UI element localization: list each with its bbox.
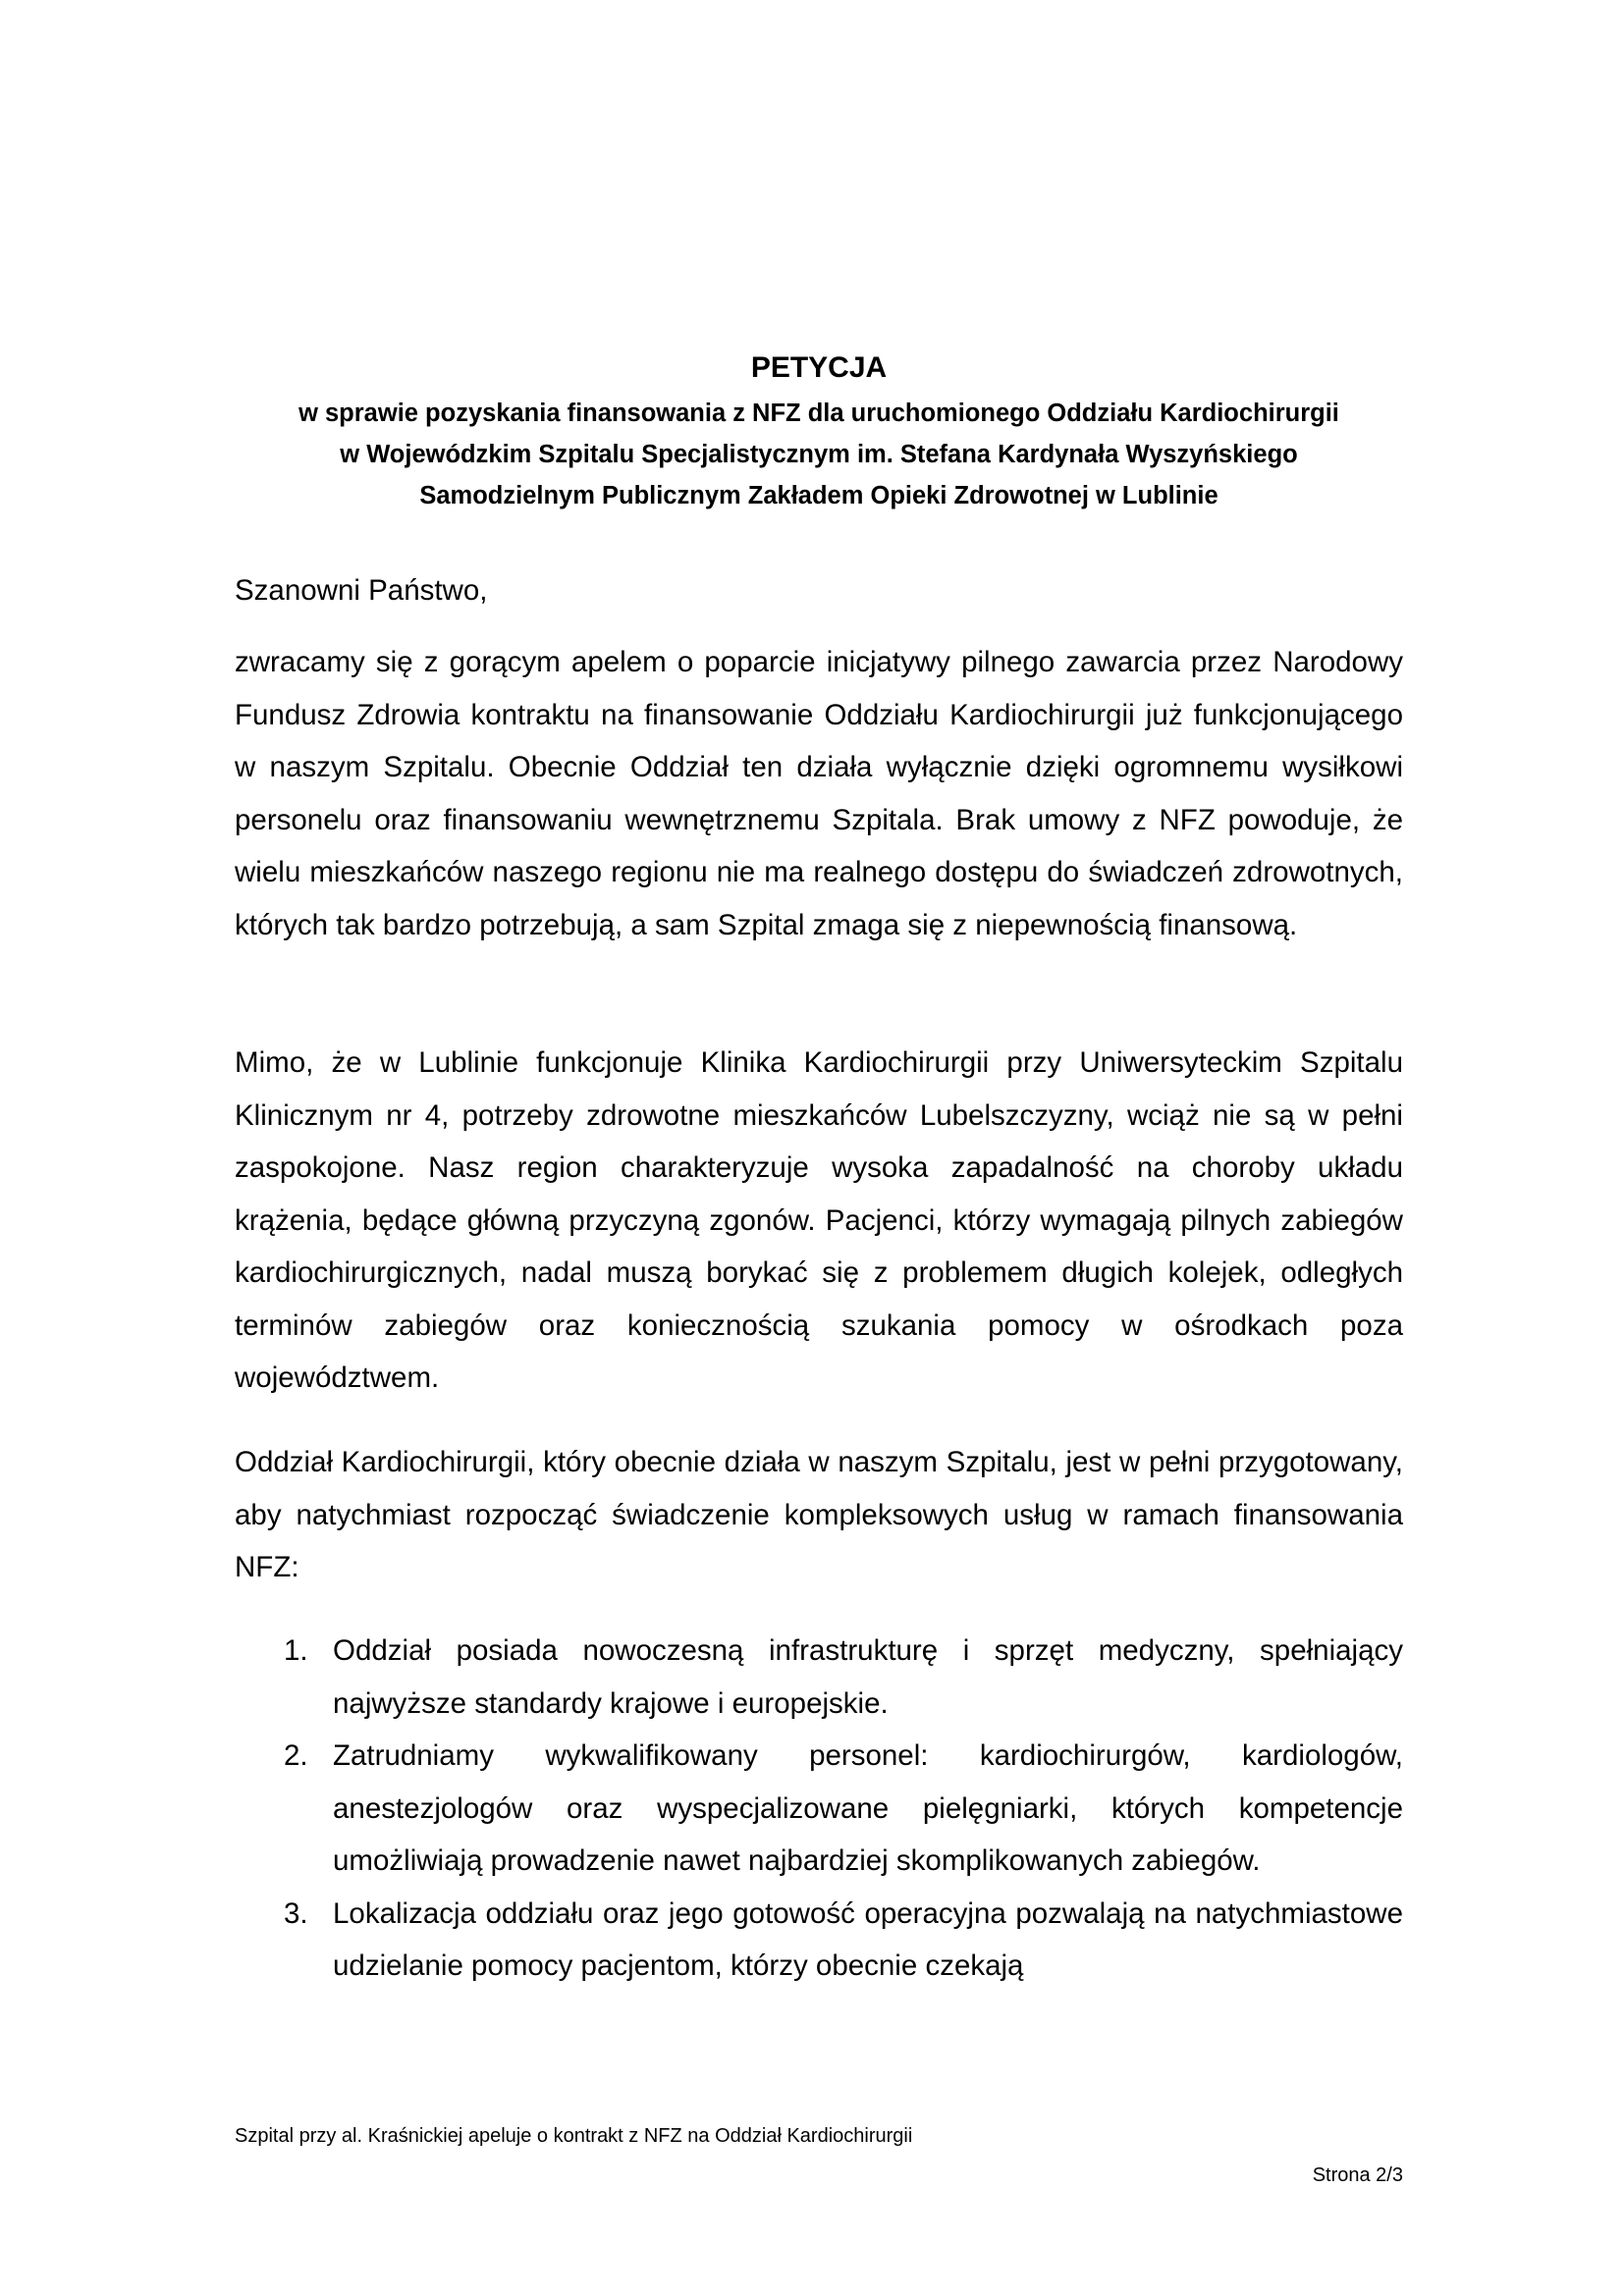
list-item-number: 1. <box>284 1634 308 1667</box>
petition-heading <box>235 348 1403 516</box>
petition-subtitle-line-3: Samodzielnym Publicznym Zakładem Opieki Zdrowotnej w Lublinie <box>419 482 1218 509</box>
list-item-text: Oddział posiada nowoczesną infrastrukturę i sprzęt medyczny, spełniający najwyższe standardy krajowe i europejskie. <box>333 1634 1403 1720</box>
footer-caption: Szpital przy al. Kraśnickiej apeluje o kontrakt z NFZ na Oddział Kardiochirurgii <box>235 2125 913 2147</box>
petition-title: PETYCJA <box>750 351 888 384</box>
list-item <box>235 1730 1403 1888</box>
list-item-text: Zatrudniamy wykwalifikowany personel: kardiochirurgów, kardiologów, anestezjologów oraz wyspecjalizowane pielęgniarki, których kompetencje umożliwiają prowadzenie nawet najbardziej skomplikowanych zabiegów. <box>333 1739 1403 1877</box>
page-number: Strona 2/3 <box>1312 2164 1403 2186</box>
numbered-list <box>235 1625 1403 1993</box>
list-item-number: 2. <box>284 1739 308 1772</box>
salutation: Szanowni Państwo, <box>235 574 488 607</box>
list-item-text: Lokalizacja oddziału oraz jego gotowość operacyjna pozwalają na natychmiastowe udzielanie pomocy pacjentom, którzy obecnie czekają <box>333 1896 1403 1982</box>
paragraph-2: Mimo, że w Lublinie funkcjonuje Klinika Kardiochirurgii przy Uniwersyteckim Szpitalu Klinicznym nr 4, potrzeby zdrowotne mieszkańców Lubelszczyzny, wciąż nie są w pełni zaspokojone. Nasz region charakteryzuje wysoka zapadalność na choroby układu krążenia, będące główną przyczyną zgonów. Pacjenci, którzy wymagają pilnych zabiegów kardiochirurgicznych, nadal muszą borykać się z problemem długich kolejek, odległych terminów zabiegów oraz koniecznością szukania pomocy w ośrodkach poza województwem. <box>235 1046 1403 1394</box>
petition-subtitle-line-1: w sprawie pozyskania finansowania z NFZ dla uruchomionego Oddziału Kardiochirurgii <box>298 400 1339 427</box>
petition-subtitle-line-2: w Wojewódzkim Szpitalu Specjalistycznym im. Stefana Kardynała Wyszyńskiego <box>340 441 1298 468</box>
list-item-number: 3. <box>284 1896 308 1930</box>
paragraph-3: Oddział Kardiochirurgii, który obecnie działa w naszym Szpitalu, jest w pełni przygotowany, aby natychmiast rozpocząć świadczenie kompleksowych usług w ramach finansowania NFZ: <box>235 1446 1403 1583</box>
paragraph-1: zwracamy się z gorącym apelem o poparcie inicjatywy pilnego zawarcia przez Narodowy Fundusz Zdrowia kontraktu na finansowanie Oddziału Kardiochirurgii już funkcjonującego w naszym Szpitalu. Obecnie Oddział ten działa wyłącznie dzięki ogromnemu wysiłkowi personelu oraz finansowaniu wewnętrznemu Szpitala. Brak umowy z NFZ powoduje, że wielu mieszkańców naszego regionu nie ma realnego dostępu do świadczeń zdrowotnych, których tak bardzo potrzebują, a sam Szpital zmaga się z niepewnością finansową. <box>235 646 1403 941</box>
list-item <box>235 1625 1403 1730</box>
list-item <box>235 1888 1403 1993</box>
